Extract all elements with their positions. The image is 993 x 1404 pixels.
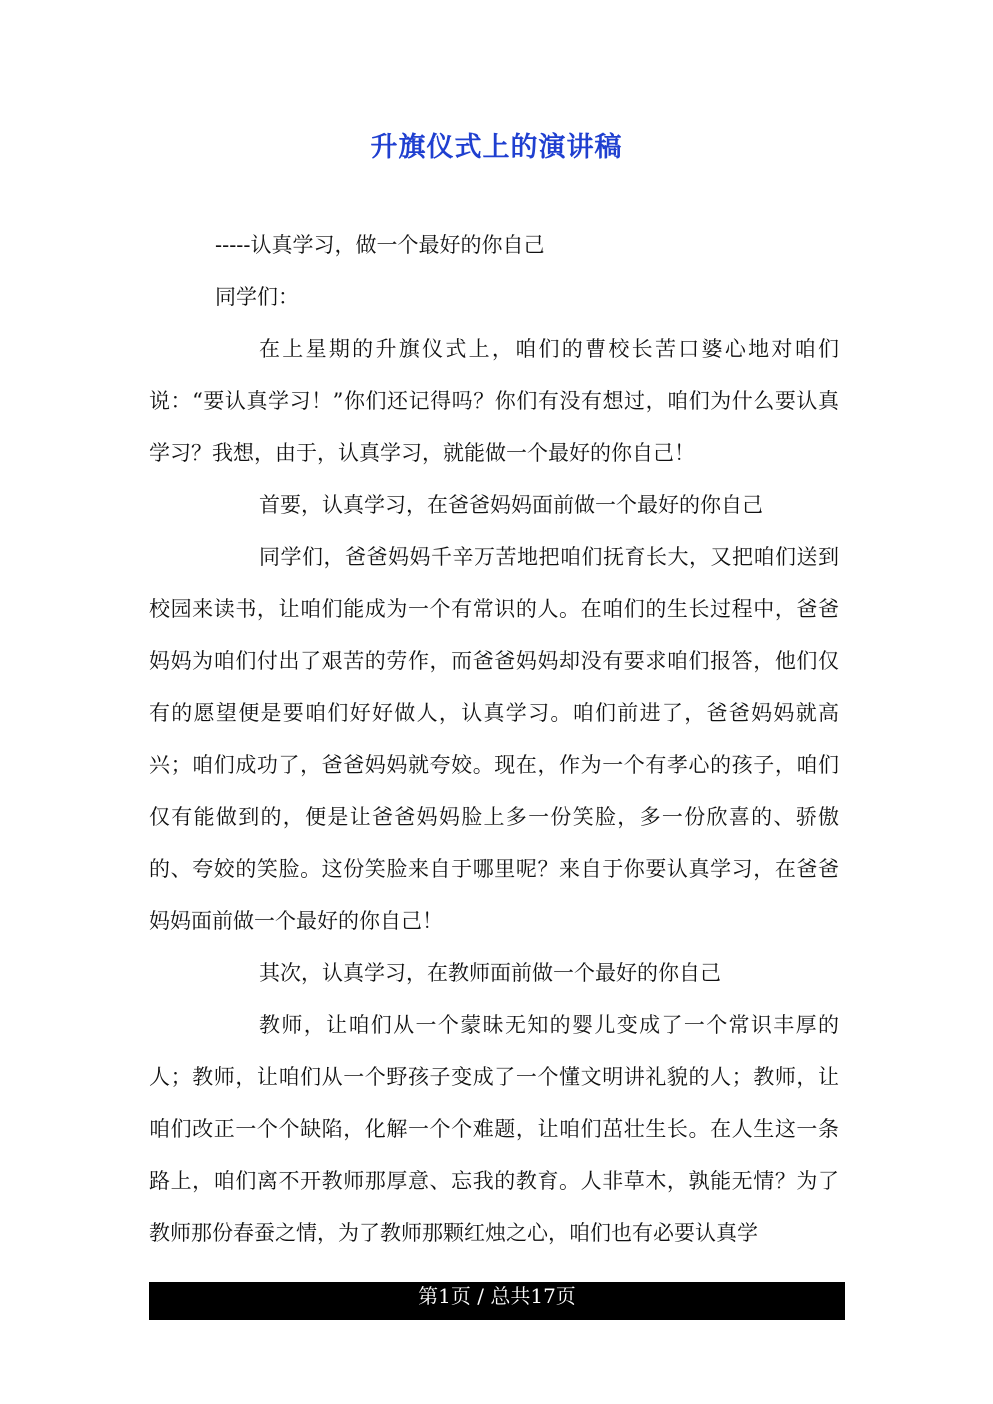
paragraph-2-heading: 首要，认真学习，在爸爸妈妈面前做一个最好的你自己 — [259, 493, 763, 517]
document-title: 升旗仪式上的演讲稿 — [370, 132, 623, 163]
document-body — [149, 219, 839, 1259]
paragraph-5: 教师，让咱们从一个蒙昧无知的婴儿变成了一个常识丰厚的人；教师，让咱们从一个野孩子变成了一个懂文明讲礼貌的人；教师，让咱们改正一个个缺陷，化解一个个难题，让咱们茁壮生长。在人生这一条路上，咱们离不开教师那厚意、忘我的教育。人非草木，孰能无情？为了教师那份春蚕之情，为了教师那颗红烛之心，咱们也有必要认真学 — [149, 1013, 839, 1245]
paragraph-3: 同学们，爸爸妈妈千辛万苦地把咱们抚育长大，又把咱们送到校园来读书，让咱们能成为一个有常识的人。在咱们的生长过程中，爸爸妈妈为咱们付出了艰苦的劳作，而爸爸妈妈却没有要求咱们报答，他们仅有的愿望便是要咱们好好做人，认真学习。咱们前进了，爸爸妈妈就高兴；咱们成功了，爸爸妈妈就夸姣。现在，作为一个有孝心的孩子，咱们仅有能做到的，便是让爸爸妈妈脸上多一份笑脸，多一份欣喜的、骄傲的、夸姣的笑脸。这份笑脸来自于哪里呢？来自于你要认真学习，在爸爸妈妈面前做一个最好的你自己！ — [149, 545, 839, 933]
page-footer — [149, 1282, 845, 1320]
paragraph-1: 在上星期的升旗仪式上，咱们的曹校长苦口婆心地对咱们说：“要认真学习！”你们还记得吗？你们有没有想过，咱们为什么要认真学习？我想，由于，认真学习，就能做一个最好的你自己！ — [149, 337, 839, 465]
salutation: 同学们： — [215, 285, 299, 309]
paragraph-4-heading: 其次，认真学习，在教师面前做一个最好的你自己 — [259, 961, 721, 985]
page-number: 第1页 / 总共17页 — [418, 1284, 576, 1308]
subtitle: -----认真学习，做一个最好的你自己 — [215, 233, 545, 257]
